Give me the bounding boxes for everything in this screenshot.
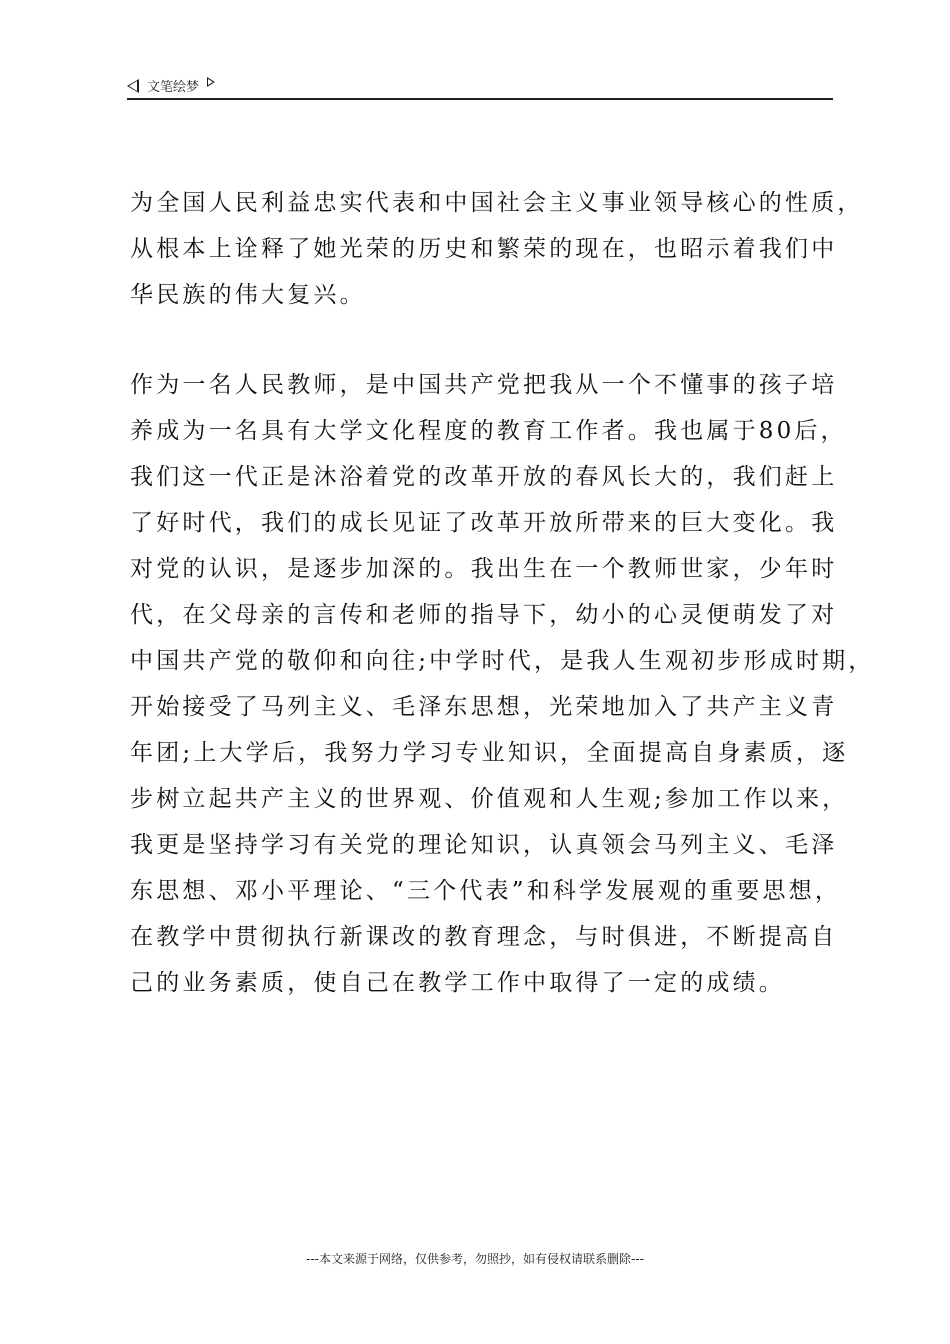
page-header xyxy=(127,74,833,100)
paragraph-spacer xyxy=(130,318,840,362)
text-line: 对党的认识，是逐步加深的。我出生在一个教师世家，少年时 xyxy=(130,556,838,582)
text-line: 代，在父母亲的言传和老师的指导下，幼小的心灵便萌发了对 xyxy=(130,602,838,628)
document-body xyxy=(130,180,875,1006)
header-brand xyxy=(127,76,215,95)
text-line: 步树立起共产主义的世界观、价值观和人生观;参加工作以来， xyxy=(130,786,849,812)
text-line: 华民族的伟大复兴。 xyxy=(130,282,366,308)
footer-notice: ---本文来源于网络，仅供参考，勿照抄，如有侵权请联系删除--- xyxy=(306,1252,644,1266)
text-line: 了好时代，我们的成长见证了改革开放所带来的巨大变化。我 xyxy=(130,510,838,536)
text-line: 开始接受了马列主义、毛泽东思想，光荣地加入了共产主义青 xyxy=(130,694,838,720)
text-line: 养成为一名具有大学文化程度的教育工作者。我也属于80后， xyxy=(130,418,847,444)
text-line: 为全国人民利益忠实代表和中国社会主义事业领导核心的性质， xyxy=(130,190,864,216)
text-line: 东思想、邓小平理论、“三个代表”和科学发展观的重要思想， xyxy=(130,878,842,904)
triangle-left-icon xyxy=(127,79,139,93)
text-line: 年团;上大学后，我努力学习专业知识，全面提高自身素质，逐 xyxy=(130,740,849,766)
text-line: 我更是坚持学习有关党的理论知识，认真领会马列主义、毛泽 xyxy=(130,832,838,858)
paragraph-1 xyxy=(130,180,864,318)
text-line: 我们这一代正是沐浴着党的改革开放的春风长大的，我们赶上 xyxy=(130,464,838,490)
text-line: 作为一名人民教师，是中国共产党把我从一个不懂事的孩子培 xyxy=(130,372,838,398)
triangle-right-icon xyxy=(207,77,215,87)
text-line: 中国共产党的敬仰和向往;中学时代，是我人生观初步形成时期， xyxy=(130,648,875,674)
brand-label: 文笔绘梦 xyxy=(147,80,200,95)
text-line: 从根本上诠释了她光荣的历史和繁荣的现在，也昭示着我们中 xyxy=(130,236,838,262)
text-line: 在教学中贯彻执行新课改的教育理念，与时俱进，不断提高自 xyxy=(130,924,838,950)
paragraph-2 xyxy=(130,362,875,1006)
text-line: 己的业务素质，使自己在教学工作中取得了一定的成绩。 xyxy=(130,970,785,996)
